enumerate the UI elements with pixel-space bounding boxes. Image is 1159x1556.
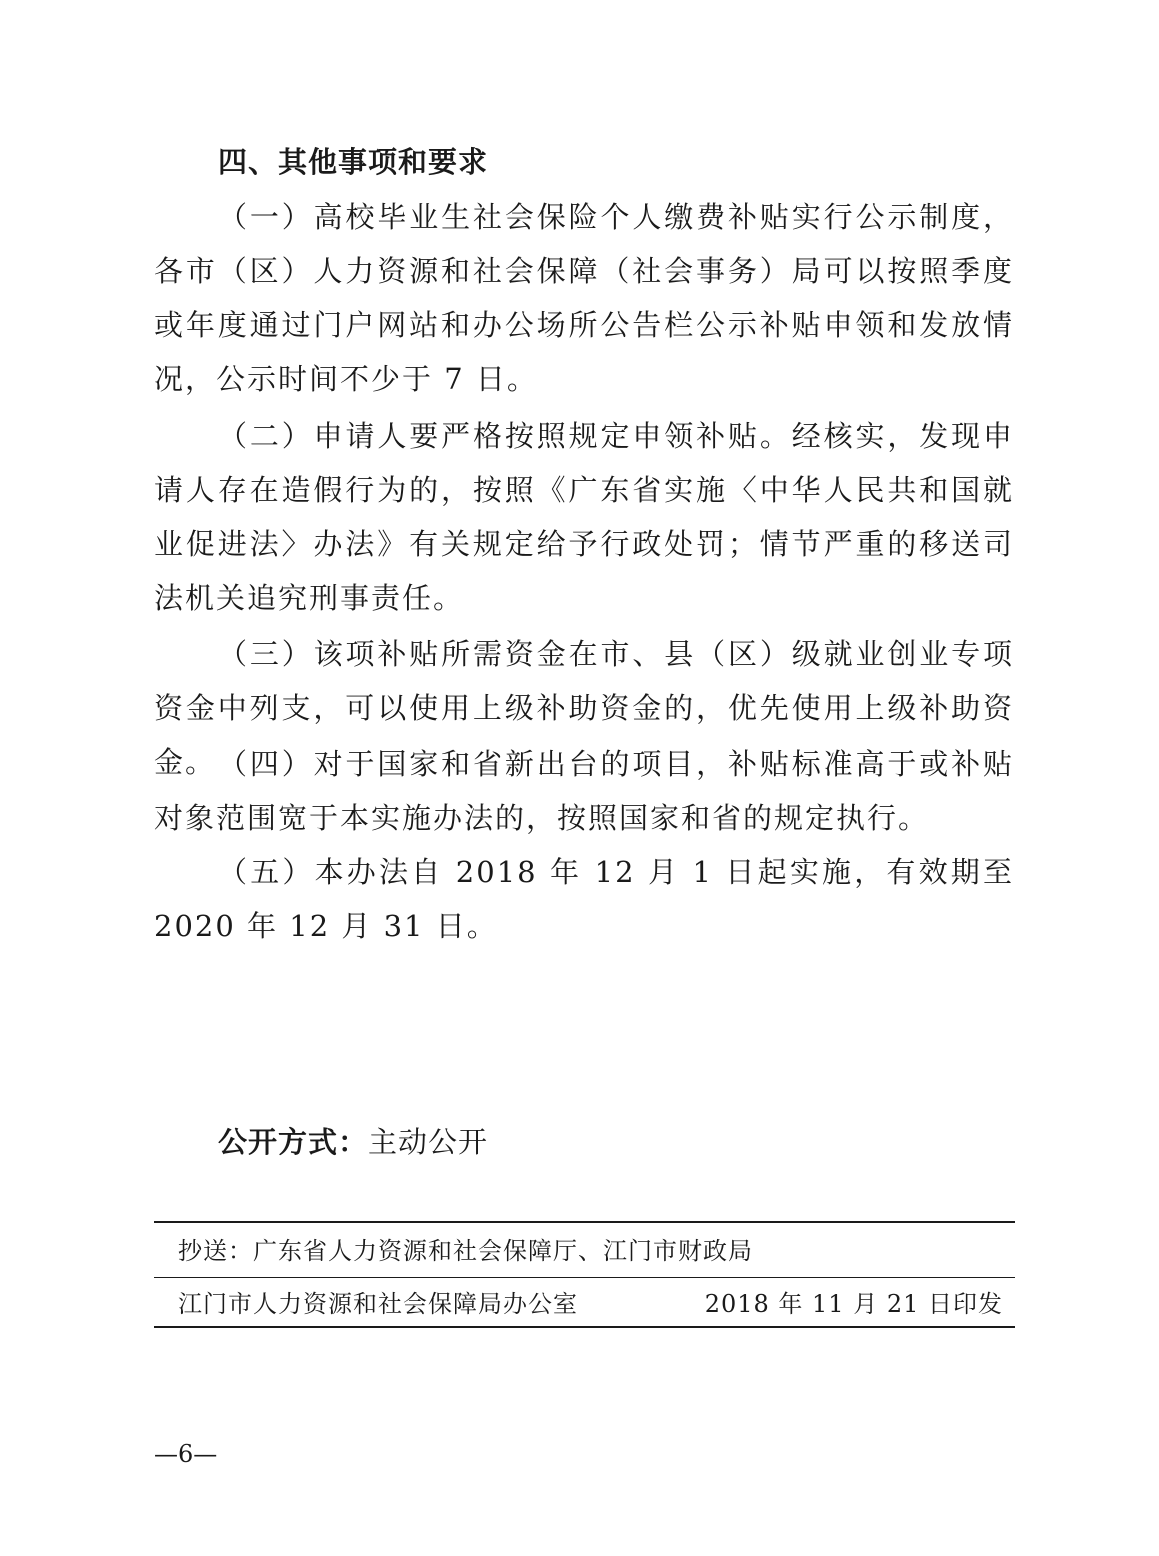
paragraph-3: （三）该项补贴所需资金在市、县（区）级就业创业专项资金中列支，可以使用上级补助资金的，优先使用上级补助资金。 [154,637,1014,779]
cc-recipients: 抄送：广东省人力资源和社会保障厅、江门市财政局 [178,1237,753,1265]
paragraph-5: （五）本办法自 2018 年 12 月 1 日起实施，有效期至 2020 年 12 月 31 日。 [154,855,1014,943]
section-heading: 四、其他事项和要求 [218,145,489,179]
footer-bottom-rule [154,1326,1015,1328]
footer-top-rule [154,1221,1015,1223]
paragraph-2: （二）申请人要严格按照规定申领补贴。经核实，发现申请人存在造假行为的，按照《广东省实施〈中华人民共和国就业促进法〉办法》有关规定给予行政处罚；情节严重的移送司法机关追究刑事责任。 [154,419,1014,615]
disclosure-label: 公开方式： [218,1125,369,1159]
paragraph-4: （四）对于国家和省新出台的项目，补贴标准高于或补贴对象范围宽于本实施办法的，按照国家和省的规定执行。 [154,747,1014,835]
footer-middle-rule [154,1277,1015,1278]
disclosure-line [218,1118,488,1166]
disclosure-value: 主动公开 [368,1125,489,1159]
page-number: —6— [154,1440,218,1468]
issue-date: 2018 年 11 月 21 日印发 [704,1290,1003,1318]
paragraph-1: （一）高校毕业生社会保险个人缴费补贴实行公示制度，各市（区）人力资源和社会保障（社会事务）局可以按照季度或年度通过门户网站和办公场所公告栏公示补贴申领和发放情况，公示时间不少于 7 日。 [154,200,1014,396]
issuing-office: 江门市人力资源和社会保障局办公室 [178,1290,578,1318]
